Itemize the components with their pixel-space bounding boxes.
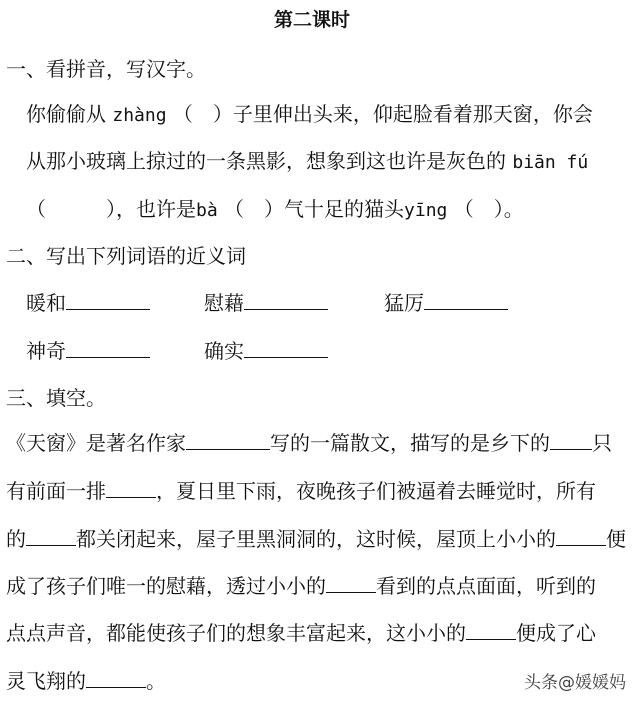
text: （ ）子里伸出头来，仰起脸看着那天窗，你会 xyxy=(172,102,593,126)
word: 猛厉 xyxy=(384,291,424,315)
text: 只 xyxy=(592,431,612,455)
answer-blank[interactable] xyxy=(550,429,592,450)
word: 确实 xyxy=(204,339,244,363)
section-1-heading: 一、看拼音，写汉字。 xyxy=(6,57,206,81)
text: （ ）气十足的猫头 xyxy=(224,197,405,221)
answer-blank[interactable] xyxy=(66,289,150,310)
answer-blank[interactable] xyxy=(556,525,606,546)
synonym-item xyxy=(384,289,508,317)
text: 成了孩子们唯一的慰藉，透过小小的 xyxy=(6,574,326,598)
text: 《天窗》是著名作家 xyxy=(6,431,186,455)
text: （ ）。 xyxy=(453,197,524,221)
synonym-item xyxy=(26,289,150,317)
synonym-item xyxy=(26,337,150,365)
answer-blank[interactable] xyxy=(66,337,150,358)
text: （ ），也许是 xyxy=(26,197,196,221)
text: 从那小玻璃上掠过的一条黑影，想象到这也许是灰色的 xyxy=(26,149,506,173)
section-2-heading: 二、写出下列词语的近义词 xyxy=(6,244,246,268)
text: 有前面一排 xyxy=(6,479,106,503)
text: 看到的点点面面，听到的 xyxy=(376,574,596,598)
watermark: 头条@媛媛妈 xyxy=(524,673,626,693)
pinyin: bà xyxy=(196,200,218,221)
fill-line-2 xyxy=(6,477,596,505)
word: 慰藉 xyxy=(204,291,244,315)
text: ，夏日里下雨，夜晚孩子们被逼着去睡觉时，所有 xyxy=(156,479,596,503)
text: 便成了心 xyxy=(516,621,596,645)
fill-line-5 xyxy=(6,619,596,647)
section-1-line-2 xyxy=(26,147,588,177)
fill-line-1 xyxy=(6,429,612,457)
text: 的 xyxy=(6,527,26,551)
answer-blank[interactable] xyxy=(244,337,328,358)
section-1-line-1 xyxy=(26,100,593,130)
answer-blank[interactable] xyxy=(106,477,156,498)
text: 点点声音，都能使孩子们的想象丰富起来，这小小的 xyxy=(6,621,466,645)
text: 便 xyxy=(606,527,626,551)
text: 。 xyxy=(146,669,166,693)
section-3-heading: 三、填空。 xyxy=(6,386,106,410)
fill-line-6 xyxy=(6,667,166,695)
answer-blank[interactable] xyxy=(466,619,516,640)
word: 暖和 xyxy=(26,291,66,315)
fill-line-4 xyxy=(6,572,596,600)
pinyin: zhàng xyxy=(112,105,167,126)
answer-blank[interactable] xyxy=(186,429,270,450)
word: 神奇 xyxy=(26,339,66,363)
page-title: 第二课时 xyxy=(274,9,351,31)
pinyin: biān fú xyxy=(512,152,589,173)
synonym-item xyxy=(204,289,328,317)
answer-blank[interactable] xyxy=(26,525,76,546)
text: 你偷偷从 xyxy=(26,102,106,126)
section-1-line-3 xyxy=(26,195,524,225)
answer-blank[interactable] xyxy=(326,572,376,593)
text: 写的一篇散文，描写的是乡下的 xyxy=(270,431,550,455)
answer-blank[interactable] xyxy=(86,667,146,688)
fill-line-3 xyxy=(6,525,626,553)
text: 都关闭起来，屋子里黑洞洞的，这时候，屋顶上小小的 xyxy=(76,527,556,551)
answer-blank[interactable] xyxy=(244,289,328,310)
text: 灵飞翔的 xyxy=(6,669,86,693)
pinyin: yīng xyxy=(404,200,448,221)
synonym-item xyxy=(204,337,328,365)
answer-blank[interactable] xyxy=(424,289,508,310)
